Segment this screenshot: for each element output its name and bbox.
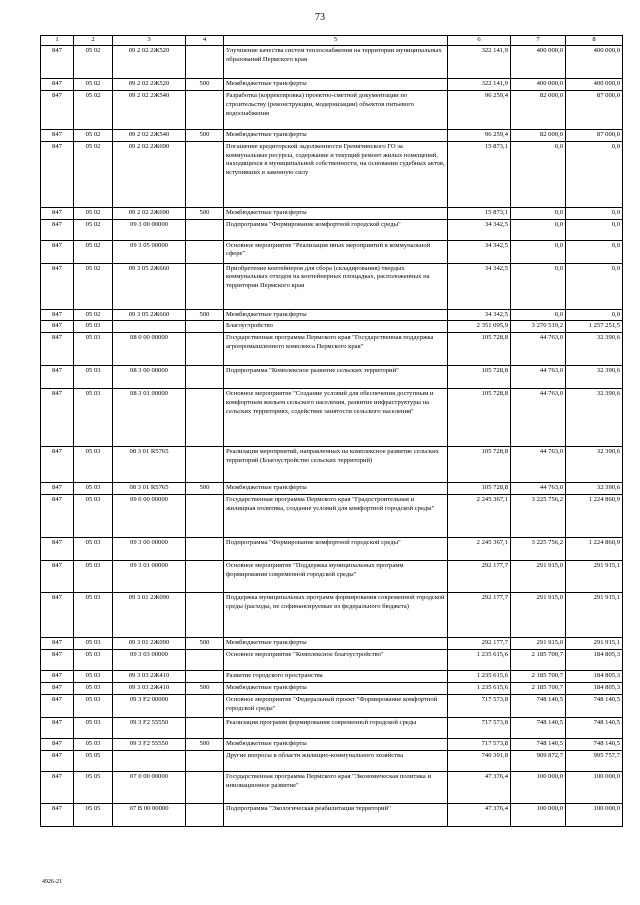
description-cell: Основное мероприятие "Создание условий для обеспечения доступным и комфортным жильем сельского населения, развитие инфраструктуры на сельских территориях, содействие занятости сельского населения" bbox=[224, 389, 448, 447]
table-row bbox=[41, 593, 623, 638]
expense-type-cell bbox=[186, 694, 224, 717]
expense-type-cell bbox=[186, 771, 224, 803]
amount-cell: 32 390,6 bbox=[566, 366, 623, 389]
section-code-cell: 05 03 bbox=[74, 650, 113, 671]
ministry-code-cell: 847 bbox=[41, 638, 74, 650]
amount-cell: 105 728,8 bbox=[448, 389, 511, 447]
table-row bbox=[41, 389, 623, 447]
description-cell: Погашение кредиторской задолженности Гремячинского ГО за коммунальные ресурсы, содержание и текущий ремонт жилых помещений, находящихся в муниципальной собственности, на основании судебных актов, вступивших в законную силу bbox=[224, 141, 448, 207]
amount-cell: 100 000,0 bbox=[566, 771, 623, 803]
section-code-cell: 05 02 bbox=[74, 141, 113, 207]
ministry-code-cell: 847 bbox=[41, 593, 74, 638]
budget-table bbox=[40, 35, 623, 827]
table-row bbox=[41, 694, 623, 717]
amount-cell: 3 225 756,2 bbox=[511, 538, 566, 561]
ministry-code-cell: 847 bbox=[41, 771, 74, 803]
table-row bbox=[41, 309, 623, 321]
amount-cell: 44 763,0 bbox=[511, 389, 566, 447]
amount-cell: 184 805,3 bbox=[566, 683, 623, 695]
description-cell: Приобретение контейнеров для сбора (складирования) твердых коммунальных отходов на контейнерных площадках, расположенных на территории Пермского края bbox=[224, 263, 448, 309]
ministry-code-cell: 847 bbox=[41, 366, 74, 389]
expense-type-cell bbox=[186, 389, 224, 447]
expense-type-cell bbox=[186, 366, 224, 389]
table-header-row bbox=[41, 36, 623, 46]
target-article-cell: 09 2 02 2Ж690 bbox=[113, 207, 186, 219]
table-row bbox=[41, 129, 623, 141]
description-cell: Межбюджетные трансферты bbox=[224, 483, 448, 495]
amount-cell: 748 140,5 bbox=[511, 738, 566, 750]
description-cell: Межбюджетные трансферты bbox=[224, 738, 448, 750]
amount-cell: 105 728,8 bbox=[448, 366, 511, 389]
target-article-cell: 09 2 02 2Ж520 bbox=[113, 78, 186, 90]
target-article-cell: 09 3 03 2Ж410 bbox=[113, 683, 186, 695]
amount-cell: 995 757,7 bbox=[566, 750, 623, 771]
table-row bbox=[41, 738, 623, 750]
table-row bbox=[41, 803, 623, 826]
section-code-cell: 05 03 bbox=[74, 593, 113, 638]
description-cell: Государственная программа Пермского края "Государственная поддержка агропромышленного комплекса Пермского края" bbox=[224, 333, 448, 366]
header-cell: 6 bbox=[448, 36, 511, 46]
section-code-cell: 05 02 bbox=[74, 78, 113, 90]
amount-cell: 3 225 756,2 bbox=[511, 495, 566, 538]
amount-cell: 292 177,7 bbox=[448, 593, 511, 638]
expense-type-cell: 500 bbox=[186, 683, 224, 695]
section-code-cell: 05 02 bbox=[74, 45, 113, 78]
section-code-cell: 05 03 bbox=[74, 447, 113, 483]
amount-cell: 291 915,1 bbox=[566, 593, 623, 638]
amount-cell: 32 390,6 bbox=[566, 483, 623, 495]
amount-cell: 34 342,5 bbox=[448, 240, 511, 263]
target-article-cell: 09 3 01 2Ж090 bbox=[113, 593, 186, 638]
amount-cell: 100 000,0 bbox=[511, 803, 566, 826]
amount-cell: 34 342,5 bbox=[448, 309, 511, 321]
section-code-cell: 05 03 bbox=[74, 694, 113, 717]
section-code-cell: 05 03 bbox=[74, 717, 113, 738]
amount-cell: 0,0 bbox=[511, 141, 566, 207]
ministry-code-cell: 847 bbox=[41, 538, 74, 561]
expense-type-cell bbox=[186, 240, 224, 263]
expense-type-cell bbox=[186, 538, 224, 561]
section-code-cell: 05 03 bbox=[74, 333, 113, 366]
amount-cell: 32 390,6 bbox=[566, 333, 623, 366]
table-row bbox=[41, 90, 623, 129]
table-row bbox=[41, 483, 623, 495]
amount-cell: 184 805,3 bbox=[566, 671, 623, 683]
ministry-code-cell: 847 bbox=[41, 650, 74, 671]
description-cell: Подпрограмма "Формирование комфортной городской среды" bbox=[224, 219, 448, 240]
table-row bbox=[41, 78, 623, 90]
amount-cell: 1 257 251,5 bbox=[566, 321, 623, 333]
table-row bbox=[41, 45, 623, 78]
amount-cell: 748 140,5 bbox=[511, 717, 566, 738]
amount-cell: 748 140,5 bbox=[566, 738, 623, 750]
description-cell: Государственная программа Пермского края "Градостроительная и жилищная политика, создание условий для комфортной городской среды" bbox=[224, 495, 448, 538]
amount-cell: 0,0 bbox=[566, 240, 623, 263]
expense-type-cell: 500 bbox=[186, 738, 224, 750]
expense-type-cell: 500 bbox=[186, 638, 224, 650]
amount-cell: 2 185 700,7 bbox=[511, 683, 566, 695]
expense-type-cell bbox=[186, 45, 224, 78]
target-article-cell: 09 3 05 2Ж660 bbox=[113, 263, 186, 309]
target-article-cell: 09 3 05 2Ж660 bbox=[113, 309, 186, 321]
expense-type-cell: 500 bbox=[186, 309, 224, 321]
section-code-cell: 05 05 bbox=[74, 803, 113, 826]
ministry-code-cell: 847 bbox=[41, 219, 74, 240]
amount-cell: 717 573,8 bbox=[448, 738, 511, 750]
ministry-code-cell: 847 bbox=[41, 141, 74, 207]
table-body bbox=[41, 45, 623, 826]
amount-cell: 400 000,0 bbox=[511, 45, 566, 78]
amount-cell: 1 235 615,6 bbox=[448, 650, 511, 671]
amount-cell: 322 141,9 bbox=[448, 78, 511, 90]
description-cell: Реализация мероприятий, направленных на комплексное развитие сельских территорий (Благоустройство сельских территорий) bbox=[224, 447, 448, 483]
ministry-code-cell: 847 bbox=[41, 483, 74, 495]
amount-cell: 292 177,7 bbox=[448, 638, 511, 650]
amount-cell: 32 390,6 bbox=[566, 447, 623, 483]
amount-cell: 748 140,5 bbox=[511, 694, 566, 717]
ministry-code-cell: 847 bbox=[41, 78, 74, 90]
table-row bbox=[41, 447, 623, 483]
description-cell: Межбюджетные трансферты bbox=[224, 638, 448, 650]
ministry-code-cell: 847 bbox=[41, 717, 74, 738]
description-cell: Развитие городского пространства bbox=[224, 671, 448, 683]
target-article-cell: 09 3 00 00000 bbox=[113, 219, 186, 240]
ministry-code-cell: 847 bbox=[41, 495, 74, 538]
section-code-cell: 05 03 bbox=[74, 671, 113, 683]
table-row bbox=[41, 671, 623, 683]
table-row bbox=[41, 683, 623, 695]
target-article-cell: 09 2 02 2Ж690 bbox=[113, 141, 186, 207]
section-code-cell: 05 03 bbox=[74, 638, 113, 650]
target-article-cell: 09 2 02 2Ж520 bbox=[113, 45, 186, 78]
table-row bbox=[41, 538, 623, 561]
section-code-cell: 05 02 bbox=[74, 219, 113, 240]
section-code-cell: 05 03 bbox=[74, 321, 113, 333]
expense-type-cell bbox=[186, 447, 224, 483]
description-cell: Улучшение качества систем теплоснабжения на территории муниципальных образований Пермского края bbox=[224, 45, 448, 78]
table-row bbox=[41, 650, 623, 671]
amount-cell: 15 873,1 bbox=[448, 141, 511, 207]
description-cell: Основное мероприятие "Комплексное благоустройство" bbox=[224, 650, 448, 671]
header-cell: 5 bbox=[224, 36, 448, 46]
amount-cell: 748 140,5 bbox=[566, 694, 623, 717]
amount-cell: 100 000,0 bbox=[566, 803, 623, 826]
amount-cell: 87 000,0 bbox=[566, 129, 623, 141]
target-article-cell: 09 3 05 00000 bbox=[113, 240, 186, 263]
ministry-code-cell: 847 bbox=[41, 207, 74, 219]
section-code-cell: 05 02 bbox=[74, 129, 113, 141]
amount-cell: 0,0 bbox=[566, 309, 623, 321]
section-code-cell: 05 05 bbox=[74, 771, 113, 803]
description-cell: Межбюджетные трансферты bbox=[224, 78, 448, 90]
amount-cell: 2 185 700,7 bbox=[511, 650, 566, 671]
ministry-code-cell: 847 bbox=[41, 750, 74, 771]
table-row bbox=[41, 263, 623, 309]
ministry-code-cell: 847 bbox=[41, 240, 74, 263]
section-code-cell: 05 02 bbox=[74, 263, 113, 309]
table-row bbox=[41, 495, 623, 538]
amount-cell: 96 259,4 bbox=[448, 129, 511, 141]
amount-cell: 3 270 519,2 bbox=[511, 321, 566, 333]
target-article-cell: 08 3 01 R5765 bbox=[113, 483, 186, 495]
description-cell: Основное мероприятие "Поддержка муниципальных программ формирования современной городской среды" bbox=[224, 561, 448, 593]
amount-cell: 44 763,0 bbox=[511, 333, 566, 366]
amount-cell: 717 573,8 bbox=[448, 694, 511, 717]
expense-type-cell: 500 bbox=[186, 207, 224, 219]
target-article-cell: 09 3 03 2Ж410 bbox=[113, 671, 186, 683]
description-cell: Подпрограмма "Формирование комфортной городской среды" bbox=[224, 538, 448, 561]
expense-type-cell bbox=[186, 219, 224, 240]
description-cell: Государственная программа Пермского края "Экономическая политика и инновационное развитие" bbox=[224, 771, 448, 803]
description-cell: Поддержка муниципальных программ формирования современной городской среды (расходы, не софинансируемые из федерального бюджета) bbox=[224, 593, 448, 638]
amount-cell: 717 573,8 bbox=[448, 717, 511, 738]
amount-cell: 82 000,0 bbox=[511, 90, 566, 129]
description-cell: Основное мероприятие "Реализация иных мероприятий в коммунальной сфере" bbox=[224, 240, 448, 263]
table-row bbox=[41, 717, 623, 738]
ministry-code-cell: 847 bbox=[41, 389, 74, 447]
amount-cell: 748 140,5 bbox=[566, 717, 623, 738]
amount-cell: 291 915,0 bbox=[511, 593, 566, 638]
amount-cell: 0,0 bbox=[511, 309, 566, 321]
expense-type-cell bbox=[186, 671, 224, 683]
amount-cell: 1 235 615,6 bbox=[448, 683, 511, 695]
amount-cell: 291 915,1 bbox=[566, 638, 623, 650]
expense-type-cell bbox=[186, 561, 224, 593]
expense-type-cell bbox=[186, 90, 224, 129]
section-code-cell: 05 03 bbox=[74, 389, 113, 447]
amount-cell: 1 235 615,6 bbox=[448, 671, 511, 683]
expense-type-cell bbox=[186, 750, 224, 771]
description-cell: Реализация программ формирования современной городской среды bbox=[224, 717, 448, 738]
section-code-cell: 05 03 bbox=[74, 538, 113, 561]
amount-cell: 105 728,8 bbox=[448, 333, 511, 366]
table-row bbox=[41, 321, 623, 333]
amount-cell: 100 000,0 bbox=[511, 771, 566, 803]
expense-type-cell bbox=[186, 717, 224, 738]
description-cell: Межбюджетные трансферты bbox=[224, 309, 448, 321]
table-row bbox=[41, 207, 623, 219]
table-row bbox=[41, 141, 623, 207]
section-code-cell: 05 02 bbox=[74, 309, 113, 321]
amount-cell: 0,0 bbox=[566, 207, 623, 219]
section-code-cell: 05 03 bbox=[74, 366, 113, 389]
table-row bbox=[41, 561, 623, 593]
amount-cell: 47 376,4 bbox=[448, 803, 511, 826]
description-cell: Межбюджетные трансферты bbox=[224, 683, 448, 695]
target-article-cell: 09 2 02 2Ж540 bbox=[113, 90, 186, 129]
amount-cell: 0,0 bbox=[566, 219, 623, 240]
header-cell: 7 bbox=[511, 36, 566, 46]
target-article-cell: 07 0 00 00000 bbox=[113, 771, 186, 803]
ministry-code-cell: 847 bbox=[41, 738, 74, 750]
amount-cell: 15 873,1 bbox=[448, 207, 511, 219]
description-cell: Благоустройство bbox=[224, 321, 448, 333]
target-article-cell: 09 3 F2 55550 bbox=[113, 738, 186, 750]
amount-cell: 87 000,0 bbox=[566, 90, 623, 129]
footer-code: 4926-21 bbox=[42, 879, 62, 885]
amount-cell: 0,0 bbox=[566, 263, 623, 309]
amount-cell: 44 763,0 bbox=[511, 483, 566, 495]
amount-cell: 32 390,6 bbox=[566, 389, 623, 447]
expense-type-cell bbox=[186, 650, 224, 671]
amount-cell: 0,0 bbox=[566, 141, 623, 207]
description-cell: Подпрограмма "Комплексное развитие сельских территорий" bbox=[224, 366, 448, 389]
ministry-code-cell: 847 bbox=[41, 671, 74, 683]
ministry-code-cell: 847 bbox=[41, 321, 74, 333]
ministry-code-cell: 847 bbox=[41, 129, 74, 141]
table-row bbox=[41, 366, 623, 389]
expense-type-cell: 500 bbox=[186, 78, 224, 90]
amount-cell: 400 000,0 bbox=[566, 45, 623, 78]
description-cell: Другие вопросы в области жилищно-коммунального хозяйства bbox=[224, 750, 448, 771]
target-article-cell: 08 0 00 00000 bbox=[113, 333, 186, 366]
amount-cell: 292 177,7 bbox=[448, 561, 511, 593]
expense-type-cell bbox=[186, 263, 224, 309]
target-article-cell bbox=[113, 750, 186, 771]
table-row bbox=[41, 638, 623, 650]
ministry-code-cell: 847 bbox=[41, 309, 74, 321]
amount-cell: 1 224 860,9 bbox=[566, 538, 623, 561]
table-row bbox=[41, 750, 623, 771]
expense-type-cell bbox=[186, 593, 224, 638]
section-code-cell: 05 03 bbox=[74, 738, 113, 750]
header-cell: 4 bbox=[186, 36, 224, 46]
amount-cell: 291 915,1 bbox=[566, 561, 623, 593]
ministry-code-cell: 847 bbox=[41, 90, 74, 129]
description-cell: Межбюджетные трансферты bbox=[224, 129, 448, 141]
target-article-cell: 09 3 00 00000 bbox=[113, 538, 186, 561]
table-row bbox=[41, 219, 623, 240]
amount-cell: 82 000,0 bbox=[511, 129, 566, 141]
section-code-cell: 05 02 bbox=[74, 90, 113, 129]
header-cell: 8 bbox=[566, 36, 623, 46]
amount-cell: 34 342,5 bbox=[448, 219, 511, 240]
amount-cell: 0,0 bbox=[511, 240, 566, 263]
target-article-cell: 08 3 00 00000 bbox=[113, 366, 186, 389]
ministry-code-cell: 847 bbox=[41, 694, 74, 717]
amount-cell: 47 376,4 bbox=[448, 771, 511, 803]
amount-cell: 0,0 bbox=[511, 263, 566, 309]
section-code-cell: 05 03 bbox=[74, 483, 113, 495]
ministry-code-cell: 847 bbox=[41, 561, 74, 593]
amount-cell: 34 342,5 bbox=[448, 263, 511, 309]
table-row bbox=[41, 333, 623, 366]
expense-type-cell bbox=[186, 321, 224, 333]
amount-cell: 184 805,3 bbox=[566, 650, 623, 671]
amount-cell: 2 245 367,1 bbox=[448, 495, 511, 538]
target-article-cell: 09 3 03 00000 bbox=[113, 650, 186, 671]
header-cell: 1 bbox=[41, 36, 74, 46]
amount-cell: 400 000,0 bbox=[566, 78, 623, 90]
amount-cell: 322 141,9 bbox=[448, 45, 511, 78]
amount-cell: 400 000,0 bbox=[511, 78, 566, 90]
section-code-cell: 05 05 bbox=[74, 750, 113, 771]
description-cell: Межбюджетные трансферты bbox=[224, 207, 448, 219]
amount-cell: 291 915,0 bbox=[511, 561, 566, 593]
expense-type-cell bbox=[186, 333, 224, 366]
ministry-code-cell: 847 bbox=[41, 683, 74, 695]
amount-cell: 105 728,8 bbox=[448, 483, 511, 495]
table-row bbox=[41, 771, 623, 803]
amount-cell: 96 259,4 bbox=[448, 90, 511, 129]
ministry-code-cell: 847 bbox=[41, 333, 74, 366]
header-cell: 3 bbox=[113, 36, 186, 46]
expense-type-cell: 500 bbox=[186, 483, 224, 495]
amount-cell: 0,0 bbox=[511, 207, 566, 219]
section-code-cell: 05 02 bbox=[74, 207, 113, 219]
amount-cell: 2 185 700,7 bbox=[511, 671, 566, 683]
target-article-cell bbox=[113, 321, 186, 333]
amount-cell: 740 391,8 bbox=[448, 750, 511, 771]
header-cell: 2 bbox=[74, 36, 113, 46]
amount-cell: 2 245 367,1 bbox=[448, 538, 511, 561]
description-cell: Разработка (корректировка) проектно-сметной документации по строительству (реконструкции, модернизации) объектов питьевого водоснабжения bbox=[224, 90, 448, 129]
table-row bbox=[41, 240, 623, 263]
section-code-cell: 05 03 bbox=[74, 495, 113, 538]
amount-cell: 291 915,0 bbox=[511, 638, 566, 650]
amount-cell: 909 872,7 bbox=[511, 750, 566, 771]
amount-cell: 0,0 bbox=[511, 219, 566, 240]
ministry-code-cell: 847 bbox=[41, 803, 74, 826]
amount-cell: 105 728,8 bbox=[448, 447, 511, 483]
target-article-cell: 09 3 01 2Ж090 bbox=[113, 638, 186, 650]
ministry-code-cell: 847 bbox=[41, 447, 74, 483]
expense-type-cell: 500 bbox=[186, 129, 224, 141]
amount-cell: 44 763,0 bbox=[511, 447, 566, 483]
amount-cell: 2 351 095,9 bbox=[448, 321, 511, 333]
ministry-code-cell: 847 bbox=[41, 45, 74, 78]
expense-type-cell bbox=[186, 141, 224, 207]
target-article-cell: 09 3 01 00000 bbox=[113, 561, 186, 593]
amount-cell: 1 224 860,9 bbox=[566, 495, 623, 538]
section-code-cell: 05 02 bbox=[74, 240, 113, 263]
description-cell: Основное мероприятие "Федеральный проект "Формирование комфортной городской среды" bbox=[224, 694, 448, 717]
section-code-cell: 05 03 bbox=[74, 561, 113, 593]
page-number: 73 bbox=[315, 12, 325, 23]
amount-cell: 44 763,0 bbox=[511, 366, 566, 389]
description-cell: Подпрограмма "Экологическая реабилитация территорий" bbox=[224, 803, 448, 826]
target-article-cell: 09 3 F2 55550 bbox=[113, 717, 186, 738]
expense-type-cell bbox=[186, 495, 224, 538]
ministry-code-cell: 847 bbox=[41, 263, 74, 309]
target-article-cell: 09 3 F2 00000 bbox=[113, 694, 186, 717]
target-article-cell: 09 2 02 2Ж540 bbox=[113, 129, 186, 141]
target-article-cell: 07 В 00 00000 bbox=[113, 803, 186, 826]
expense-type-cell bbox=[186, 803, 224, 826]
target-article-cell: 09 0 00 00000 bbox=[113, 495, 186, 538]
section-code-cell: 05 03 bbox=[74, 683, 113, 695]
target-article-cell: 08 3 01 00000 bbox=[113, 389, 186, 447]
target-article-cell: 08 3 01 R5765 bbox=[113, 447, 186, 483]
